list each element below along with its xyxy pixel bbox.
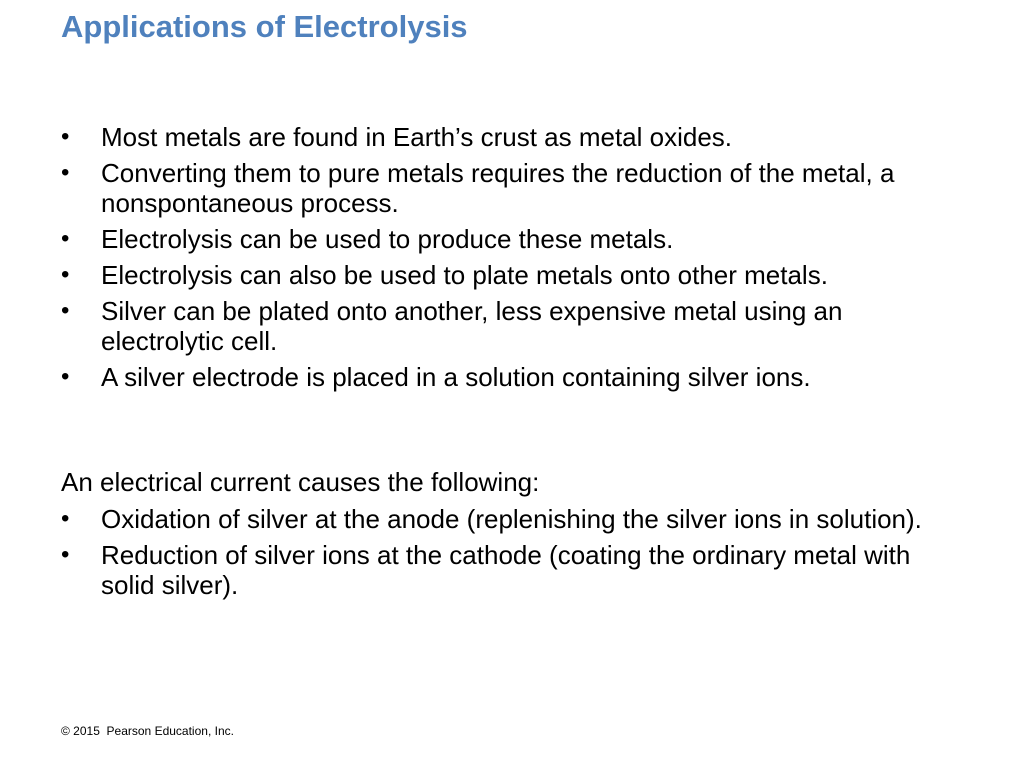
bullet-item	[61, 224, 971, 254]
bullet-item	[61, 122, 971, 152]
bullet-icon: •	[61, 225, 70, 252]
slide-title: Applications of Electrolysis	[61, 9, 468, 44]
bullet-text: Reduction of silver ions at the cathode (coating the ordinary metal with solid silver).	[101, 540, 911, 600]
bullet-icon: •	[61, 541, 70, 568]
bullet-icon: •	[61, 363, 70, 390]
bullet-icon: •	[61, 159, 70, 186]
bullet-icon: •	[61, 261, 70, 288]
bullet-text: Most metals are found in Earth’s crust as metal oxides.	[101, 122, 733, 152]
bullet-item	[61, 540, 971, 600]
bullet-list	[61, 122, 971, 398]
bullet-text: Silver can be plated onto another, less expensive metal using an electrolytic cell.	[101, 296, 843, 356]
subheading: An electrical current causes the following:	[61, 467, 540, 497]
bullet-text: Converting them to pure metals requires the reduction of the metal, a nonspontaneous process.	[101, 158, 895, 218]
bullet-icon: •	[61, 297, 70, 324]
bullet-text: A silver electrode is placed in a solution containing silver ions.	[101, 362, 811, 392]
bullet-icon: •	[61, 505, 70, 532]
bullet-item	[61, 158, 971, 218]
sub-bullet-list	[61, 504, 971, 606]
copyright-footer: © 2015 Pearson Education, Inc.	[61, 724, 234, 738]
bullet-text: Oxidation of silver at the anode (replenishing the silver ions in solution).	[101, 504, 922, 534]
bullet-item	[61, 504, 971, 534]
bullet-item	[61, 362, 971, 392]
bullet-text: Electrolysis can also be used to plate metals onto other metals.	[101, 260, 828, 290]
bullet-item	[61, 260, 971, 290]
bullet-item	[61, 296, 971, 356]
bullet-icon: •	[61, 123, 70, 150]
bullet-text: Electrolysis can be used to produce these metals.	[101, 224, 674, 254]
